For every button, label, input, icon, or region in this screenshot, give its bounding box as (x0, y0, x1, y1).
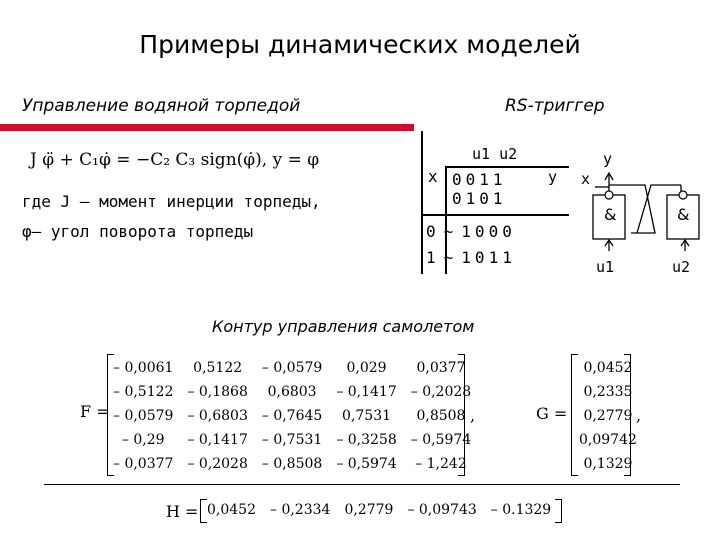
inverter-bubble-1 (605, 191, 613, 199)
f-cell: – 0,2028 (187, 456, 248, 472)
u1-cell: 1 (479, 170, 489, 189)
f-cell: – 0,0377 (113, 456, 174, 472)
and-gate-1-label: & (604, 205, 617, 224)
f-cell: – 0,2028 (410, 384, 472, 400)
angle-text: φ– угол поворота торпеды (22, 222, 254, 241)
table-left-line (421, 131, 423, 274)
state-row-1 (424, 244, 514, 270)
u-table (450, 170, 505, 208)
state-cell: 1 (461, 221, 471, 241)
u1-row (450, 170, 505, 189)
f-cell: – 0,8508 (261, 456, 323, 472)
u1-cell: 0 (465, 170, 476, 189)
state-cell: 1 (502, 247, 512, 267)
g-row (572, 452, 644, 476)
f-cell: – 0,1417 (187, 432, 248, 448)
f-cell: – 0,0579 (113, 408, 174, 424)
f-comma: , (470, 406, 476, 425)
f-cell: – 0,6803 (187, 408, 248, 424)
bottom-divider (44, 484, 680, 485)
state-cell: 0 (474, 247, 485, 267)
f-cell: – 0,5122 (113, 384, 174, 400)
f-cell: 0,6803 (267, 384, 317, 400)
state-cell: 0 (488, 221, 499, 241)
diagram-x-label: x (581, 170, 591, 188)
g-cell: 0,2779 (583, 408, 633, 424)
f-cell: – 0,29 (121, 432, 165, 448)
u2-cell: 1 (492, 189, 503, 208)
h-cell: 0,0452 (207, 502, 256, 518)
u2-cell: 0 (479, 189, 489, 208)
u2-row (450, 189, 505, 208)
torpedo-subtitle: Управление водяной торпедой (22, 96, 301, 116)
g-cell: 0,2335 (583, 384, 633, 400)
torpedo-equation: J φ̈ + C₁φ̇ = −C₂ C₃ sign(φ̇), y = φ (30, 150, 320, 170)
h-cell: – 0.1329 (490, 502, 552, 518)
diagram-y-label: y (603, 150, 613, 168)
state-cell: 0 (474, 221, 485, 241)
h-cell: – 0,2334 (270, 502, 331, 518)
y-header: y (548, 168, 558, 186)
f-right-bracket (458, 354, 465, 476)
inverter-bubble-2 (679, 191, 687, 199)
table-row-line (421, 214, 569, 216)
g-row (572, 404, 644, 428)
f-cell: 0,7531 (342, 408, 392, 424)
rs-subtitle: RS-триггер (505, 96, 605, 116)
u2-cell: 1 (465, 189, 476, 208)
diagram-u1-label: u1 (596, 258, 615, 276)
f-cell: 0,0377 (416, 360, 466, 376)
f-row (106, 356, 478, 380)
state-table (424, 218, 514, 270)
state-cell: ~ (443, 221, 454, 241)
g-vector (572, 356, 644, 476)
f-cell: – 0,5974 (336, 456, 397, 472)
h-vector (200, 498, 558, 522)
f-cell: 0,5122 (193, 360, 243, 376)
f-cell: – 0,1417 (336, 384, 397, 400)
f-row (106, 404, 478, 428)
f-cell: – 0,0579 (261, 360, 323, 376)
f-cell: 0,8508 (416, 408, 466, 424)
state-cell: ~ (443, 247, 454, 267)
f-row (106, 428, 478, 452)
g-comma: , (636, 406, 642, 425)
g-row (572, 356, 644, 380)
g-label: G = (536, 404, 568, 423)
and-gate-2-label: & (677, 205, 690, 224)
f-cell: – 0,7531 (261, 432, 323, 448)
h-row (200, 498, 558, 522)
state-cell: 0 (502, 221, 512, 241)
f-label: F = (80, 402, 110, 421)
g-right-bracket (624, 354, 631, 476)
f-cell: – 1,242 (415, 456, 467, 472)
state-cell: 1 (426, 247, 436, 267)
page-title: Примеры динамических моделей (139, 30, 581, 59)
g-cell: 0,09742 (579, 432, 637, 448)
g-cell: 0,1329 (583, 456, 633, 472)
h-cell: – 0,09743 (407, 502, 477, 518)
f-row (106, 380, 478, 404)
u1-cell: 0 (452, 170, 462, 189)
state-row-0 (424, 218, 514, 244)
feedback-line-2 (637, 185, 681, 233)
g-row (572, 428, 644, 452)
u-header: u1 u2 (472, 145, 518, 163)
state-cell: 1 (488, 247, 499, 267)
f-cell: – 0,1868 (187, 384, 248, 400)
f-matrix (106, 356, 478, 476)
f-cell: – 0,0061 (113, 360, 174, 376)
state-cell: 0 (426, 221, 436, 241)
h-cell: 0,2779 (344, 502, 394, 518)
f-cell: – 0,7645 (261, 408, 323, 424)
g-row (572, 380, 644, 404)
u2-cell: 0 (452, 189, 462, 208)
u1-cell: 1 (492, 170, 503, 189)
x-header: x (428, 167, 438, 186)
g-cell: 0,0452 (583, 360, 633, 376)
f-cell: 0,029 (346, 360, 387, 376)
f-cell: – 0,3258 (336, 432, 397, 448)
plane-subtitle: Контур управления самолетом (212, 317, 475, 336)
rs-logic-diagram (575, 145, 715, 265)
h-right-bracket (555, 499, 562, 523)
state-cell: 1 (461, 247, 471, 267)
diagram-u2-label: u2 (672, 258, 691, 276)
red-rule (0, 124, 414, 131)
f-cell: – 0,5974 (410, 432, 472, 448)
f-row (106, 452, 478, 476)
h-label: H = (166, 502, 199, 521)
inertia-text: где J – момент инерции торпеды, (22, 192, 321, 211)
